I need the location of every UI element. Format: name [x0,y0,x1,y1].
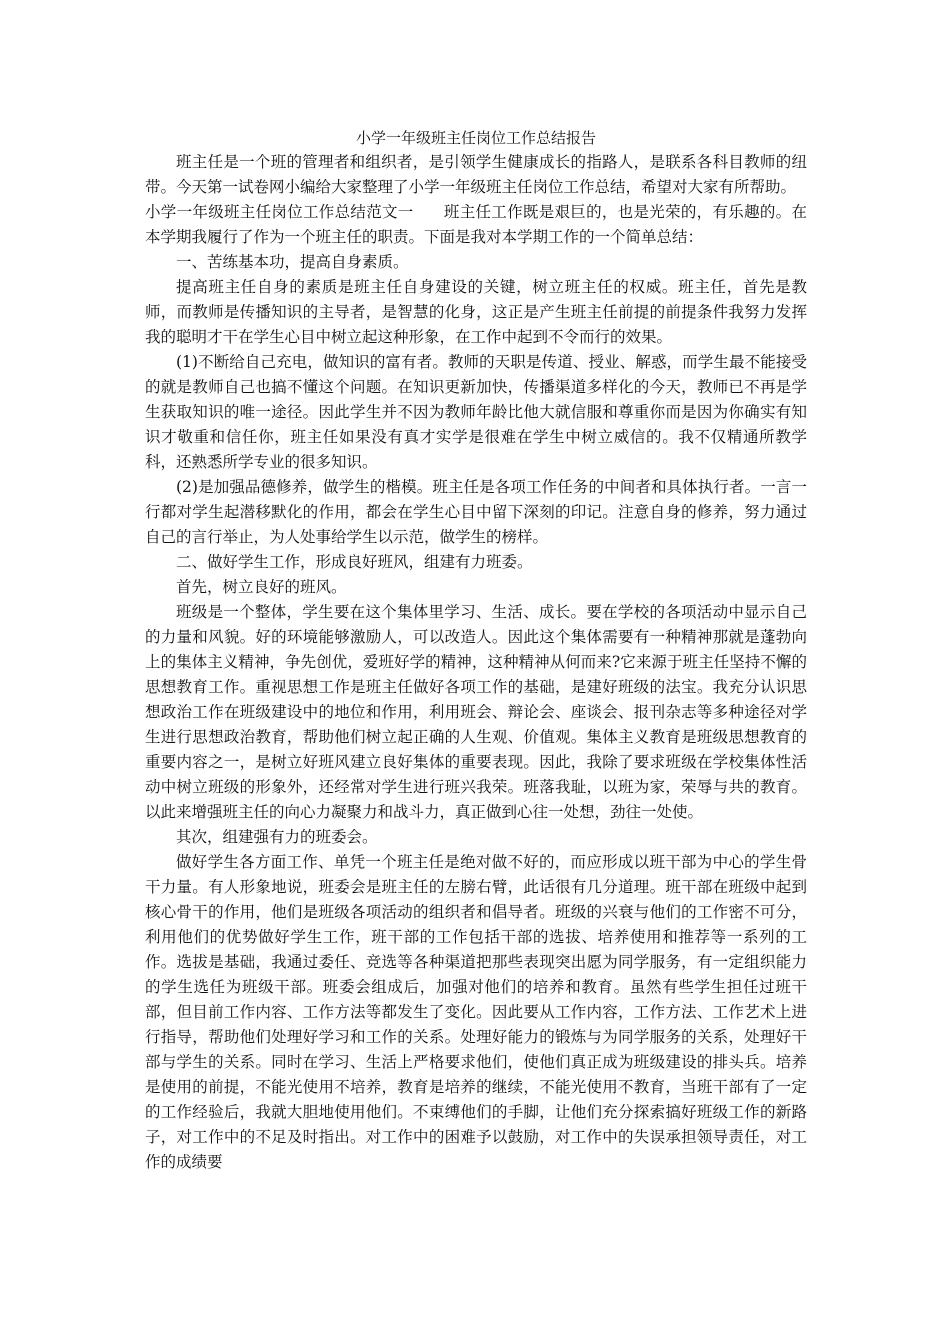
section-heading-paragraph [145,200,807,250]
section-label: 小学一年级班主任岗位工作总结范文一 [145,203,414,221]
subheading-second: 其次，组建强有力的班委会。 [176,828,378,846]
heading-two: 二、做好学生工作，形成良好班风，组建有力班委。 [176,553,533,571]
body-paragraph: 提高班主任自身的素质是班主任自身建设的关键，树立班主任的权威。班主任，首先是教师，而教师是传播知识的主导者，是智慧的化身，这正是产生班主任前提的前提条件我努力发挥我的聪明才干在学生心目中树立起这种形象，在工作中起到不令而行的效果。 [145,278,807,346]
heading-one: 一、苦练基本功，提高自身素质。 [176,253,409,271]
section-opening: 班主任工作既是艰巨的，也是光荣的，有乐趣的。在本学期我履行了作为一个班主任的职责。下面是我对本学期工作的一个简单总结： [145,203,807,246]
body-paragraph: 班级是一个整体，学生要在这个集体里学习、生活、成长。要在学校的各项活动中显示自己的力量和风貌。好的环境能够激励人，可以改造人。因此这个集体需要有一种精神那就是蓬勃向上的集体主义精神，争先创优，爱班好学的精神，这种精神从何而来?它来源于班主任坚持不懈的思想教育工作。重视思想工作是班主任做好各项工作的基础，是建好班级的法宝。我充分认识思想政治工作在班级建设中的地位和作用，利用班会、辩论会、座谈会、报刊杂志等多种途径对学生进行思想政治教育，帮助他们树立起正确的人生观、价值观。集体主义教育是班级思想教育的重要内容之一，是树立好班风建立良好集体的重要表现。因此，我除了要求班级在学校集体性活动中树立班级的形象外，还经常对学生进行班兴我荣。班落我耻，以班为家，荣辱与共的教育。以此来增强班主任的向心力凝聚力和战斗力，真正做到心往一处想，劲往一处使。 [145,603,807,821]
body-paragraph: 做好学生各方面工作、单凭一个班主任是绝对做不好的，而应形成以班干部为中心的学生骨干力量。有人形象地说，班委会是班主任的左膀右臂，此话很有几分道理。班干部在班级中起到核心骨干的作用，他们是班级各项活动的组织者和倡导者。班级的兴衰与他们的工作密不可分，利用他们的优势做好学生工作，班干部的工作包括干部的选拔、培养使用和推荐等一系列的工作。选拔是基础，我通过委任、竞选等各种渠道把那些表现突出愿为同学服务，有一定组织能力的学生选任为班级干部。班委会组成后，加强对他们的培养和教育。虽然有些学生担任过班干部，但目前工作内容、工作方法等都发生了变化。因此要从工作内容，工作方法、工作艺术上进行指导，帮助他们处理好学习和工作的关系。处理好能力的锻炼与为同学服务的关系，处理好干部与学生的关系。同时在学习、生活上严格要求他们，使他们真正成为班级建设的排头兵。培养是使用的前提，不能光使用不培养，教育是培养的继续，不能光使用不教育，当班干部有了一定的工作经验后，我就大胆地使用他们。不束缚他们的手脚，让他们充分探索搞好班级工作的新路子，对工作中的不足及时指出。对工作中的困难予以鼓励，对工作中的失误承担领导责任，对工作的成绩要 [145,853,807,1171]
subheading-first: 首先，树立良好的班风。 [176,578,347,596]
body-paragraph: (1)不断给自己充电，做知识的富有者。教师的天职是传道、授业、解惑，而学生最不能接受的就是教师自己也搞不懂这个问题。在知识更新加快，传播渠道多样化的今天，教师已不再是学生获取知识的唯一途径。因此学生并不因为教师年龄比他大就信服和尊重你而是因为你确实有知识才敬重和信任你，班主任如果没有真才实学是很难在学生中树立威信的。我不仅精通所教学科，还熟悉所学专业的很多知识。 [145,353,807,471]
document-page [145,120,807,1175]
document-title: 小学一年级班主任岗位工作总结报告 [355,129,596,147]
intro-paragraph: 班主任是一个班的管理者和组织者，是引领学生健康成长的指路人，是联系各科目教师的纽带。今天第一试卷网小编给大家整理了小学一年级班主任岗位工作总结，希望对大家有所帮助。 [145,153,807,196]
body-paragraph: (2)是加强品德修养，做学生的楷模。班主任是各项工作任务的中间者和具体执行者。一言一行都对学生起潜移默化的作用，都会在学生心目中留下深刻的印记。注意自身的修养，努力通过自己的言行举止，为人处事给学生以示范，做学生的榜样。 [145,478,807,546]
